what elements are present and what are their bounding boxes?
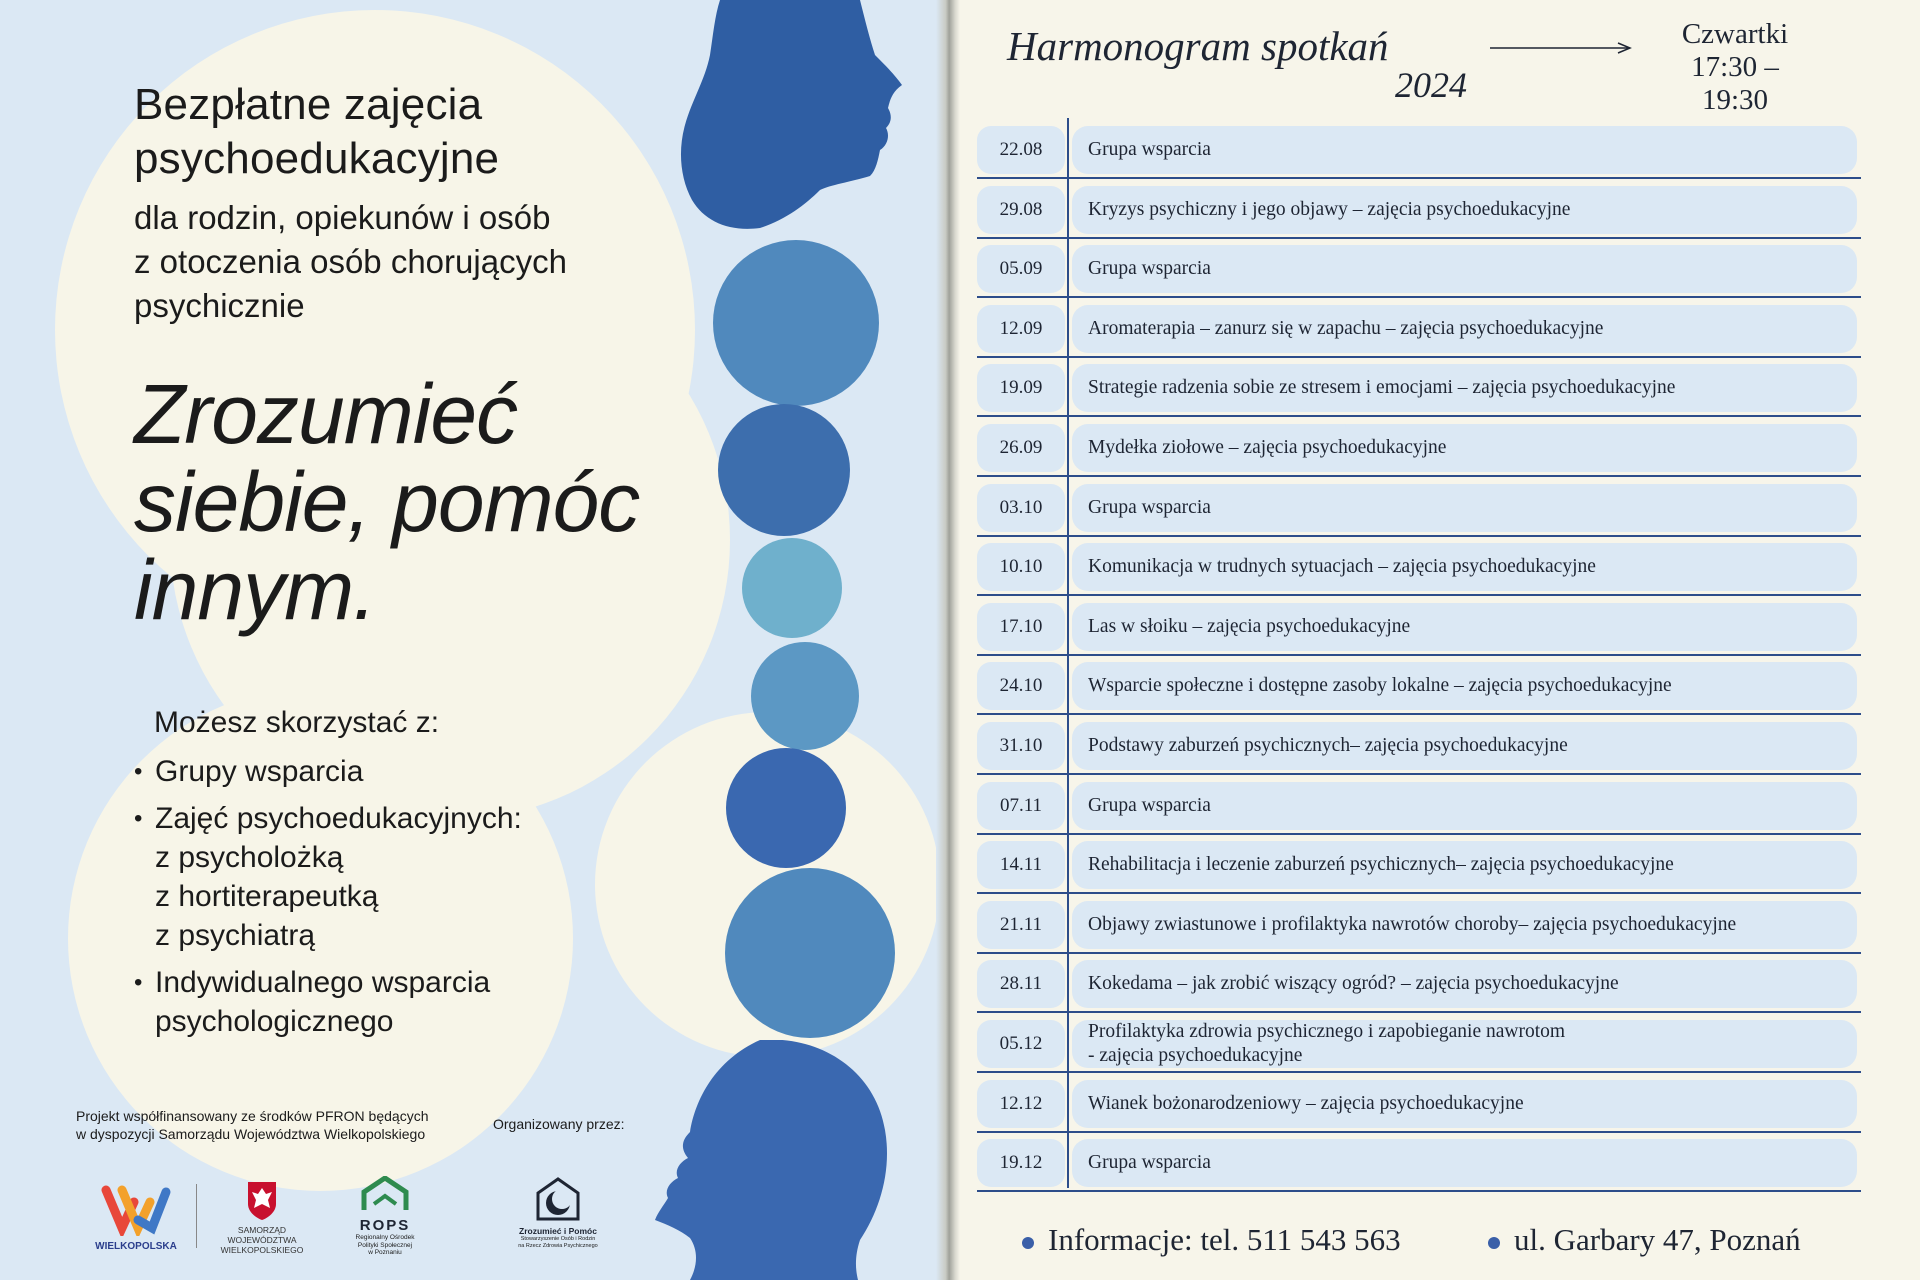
schedule-topic: Grupa wsparcia bbox=[1072, 245, 1857, 293]
logo-samorzad bbox=[212, 1180, 312, 1255]
headline-line-2: psychoedukacyjne bbox=[134, 134, 500, 183]
schedule-date: 29.08 bbox=[977, 186, 1065, 234]
schedule-date: 17.10 bbox=[977, 603, 1065, 651]
row-separator bbox=[977, 1190, 1861, 1192]
schedule-row bbox=[977, 778, 1861, 835]
schedule-row bbox=[977, 658, 1861, 715]
logo-rops bbox=[345, 1176, 425, 1257]
row-separator bbox=[977, 713, 1861, 715]
schedule-year: 2024 bbox=[1395, 65, 1467, 105]
schedule-topic: Rehabilitacja i leczenie zaburzeń psychicznych– zajęcia psychoedukacyjne bbox=[1072, 841, 1857, 889]
schedule-topic: Wsparcie społeczne i dostępne zasoby lokalne – zajęcia psychoedukacyjne bbox=[1072, 662, 1857, 710]
slogan-line-2: siebie, pomóc bbox=[134, 455, 640, 549]
zip-sub-1: Stowarzyszenie Osób i Rodzin bbox=[520, 1236, 596, 1242]
schedule-date: 10.10 bbox=[977, 543, 1065, 591]
footer-phone: Informacje: tel. 511 543 563 bbox=[1048, 1222, 1401, 1257]
schedule-topic: Kryzys psychiczny i jego objawy – zajęcia psychoedukacyjne bbox=[1072, 186, 1857, 234]
circle-2 bbox=[718, 404, 850, 536]
schedule-row bbox=[977, 182, 1861, 239]
schedule-row bbox=[977, 956, 1861, 1013]
row-separator bbox=[977, 237, 1861, 239]
audience-line-1: dla rodzin, opiekunów i osób bbox=[134, 199, 551, 236]
audience-line-2: z otoczenia osób chorujących bbox=[134, 243, 567, 280]
schedule-date: 19.09 bbox=[977, 364, 1065, 412]
offer-line: • Grupy wsparcia bbox=[155, 755, 364, 788]
row-separator bbox=[977, 1071, 1861, 1073]
schedule-row bbox=[977, 1016, 1861, 1073]
row-separator bbox=[977, 1131, 1861, 1133]
schedule-topic: Aromaterapia – zanurz się w zapachu – zajęcia psychoedukacyjne bbox=[1072, 305, 1857, 353]
funding-line-2: w dyspozycji Samorządu Województwa Wielkopolskiego bbox=[76, 1126, 426, 1142]
rops-house-icon bbox=[360, 1176, 410, 1212]
zip-house-icon bbox=[534, 1175, 582, 1221]
logo-zrozumiec-i-pomoc bbox=[500, 1175, 616, 1250]
logo-divider bbox=[196, 1184, 197, 1248]
schedule-row bbox=[977, 241, 1861, 298]
schedule-date: 12.12 bbox=[977, 1080, 1065, 1128]
schedule-title: Harmonogram spotkań bbox=[1007, 23, 1389, 69]
row-separator bbox=[977, 356, 1861, 358]
schedule-date: 05.09 bbox=[977, 245, 1065, 293]
schedule-row bbox=[977, 122, 1861, 179]
circle-4 bbox=[751, 642, 859, 750]
schedule-date: 19.12 bbox=[977, 1139, 1065, 1187]
row-separator bbox=[977, 535, 1861, 537]
offer-line: z psycholożką bbox=[155, 841, 344, 874]
row-separator bbox=[977, 833, 1861, 835]
audience-line-3: psychicznie bbox=[134, 287, 305, 324]
row-separator bbox=[977, 475, 1861, 477]
schedule-date: 03.10 bbox=[977, 484, 1065, 532]
schedule-date: 07.11 bbox=[977, 782, 1065, 830]
row-separator bbox=[977, 594, 1861, 596]
footer-address-block bbox=[1488, 1222, 1801, 1258]
schedule-row bbox=[977, 360, 1861, 417]
circle-5 bbox=[726, 748, 846, 868]
wielkopolska-logo-icon bbox=[100, 1180, 172, 1236]
schedule-topic: Grupa wsparcia bbox=[1072, 1139, 1857, 1187]
schedule-date: 05.12 bbox=[977, 1020, 1065, 1068]
meeting-hours: 17:30 – 19:30 bbox=[1691, 51, 1779, 116]
zip-text: Zrozumieć i Pomóc bbox=[519, 1226, 597, 1236]
organized-by-label: Organizowany przez: bbox=[493, 1116, 625, 1132]
circle-3 bbox=[742, 538, 842, 638]
left-panel bbox=[0, 0, 950, 1280]
schedule-topic: Wianek bożonarodzeniowy – zajęcia psychoedukacyjne bbox=[1072, 1080, 1857, 1128]
slogan-line-3: innym. bbox=[134, 543, 376, 637]
rops-sub-3: w Poznaniu bbox=[368, 1249, 402, 1256]
wielkopolska-logo-text: WIELKOPOLSKA bbox=[95, 1241, 177, 1252]
schedule-topic: Grupa wsparcia bbox=[1072, 126, 1857, 174]
schedule-date: 21.11 bbox=[977, 901, 1065, 949]
schedule-date: 28.11 bbox=[977, 960, 1065, 1008]
offer-item-psychoeducation bbox=[134, 799, 522, 955]
offer-heading: Możesz skorzystać z: bbox=[154, 706, 440, 739]
logo-wielkopolska bbox=[90, 1180, 182, 1252]
schedule-date: 12.09 bbox=[977, 305, 1065, 353]
page-fold bbox=[936, 0, 960, 1280]
schedule-topic: Objawy zwiastunowe i profilaktyka nawrotów choroby– zajęcia psychoedukacyjne bbox=[1072, 901, 1857, 949]
schedule-row bbox=[977, 1076, 1861, 1133]
row-separator bbox=[977, 773, 1861, 775]
headline bbox=[134, 78, 499, 186]
schedule-date: 31.10 bbox=[977, 722, 1065, 770]
schedule-date: 14.11 bbox=[977, 841, 1065, 889]
samorzad-text-3: WIELKOPOLSKIEGO bbox=[220, 1245, 304, 1255]
offer-line: • Indywidualnego wsparcia bbox=[155, 966, 491, 999]
circle-6 bbox=[725, 868, 895, 1038]
circle-1 bbox=[713, 240, 879, 406]
schedule-topic: Profilaktyka zdrowia psychicznego i zapobieganie nawrotom - zajęcia psychoedukacyjne bbox=[1072, 1020, 1857, 1068]
funding-line-1: Projekt współfinansowany ze środków PFRON będących bbox=[76, 1108, 429, 1124]
schedule-row bbox=[977, 897, 1861, 954]
row-separator bbox=[977, 296, 1861, 298]
footer bbox=[1022, 1222, 1401, 1258]
row-separator bbox=[977, 952, 1861, 954]
offer-line: z psychiatrą bbox=[155, 919, 316, 952]
samorzad-text-2: WOJEWÓDZTWA bbox=[227, 1235, 297, 1245]
schedule-topic: Grupa wsparcia bbox=[1072, 782, 1857, 830]
schedule-date: 22.08 bbox=[977, 126, 1065, 174]
funding-note bbox=[76, 1107, 429, 1143]
footer-address: ul. Garbary 47, Poznań bbox=[1514, 1222, 1801, 1257]
head-silhouette-top-icon bbox=[680, 0, 920, 235]
schedule-row bbox=[977, 718, 1861, 775]
offer-line: psychologicznego bbox=[155, 1005, 394, 1038]
schedule-topic: Podstawy zaburzeń psychicznych– zajęcia psychoedukacyjne bbox=[1072, 722, 1857, 770]
schedule-row bbox=[977, 837, 1861, 894]
row-separator bbox=[977, 892, 1861, 894]
schedule-topic: Mydełka ziołowe – zajęcia psychoedukacyjne bbox=[1072, 424, 1857, 472]
schedule-row bbox=[977, 480, 1861, 537]
offer-item-support-group bbox=[134, 752, 522, 791]
offer-line: z hortiterapeutką bbox=[155, 880, 379, 913]
table-divider bbox=[1067, 118, 1069, 1188]
schedule-topic: Strategie radzenia sobie ze stresem i emocjami – zajęcia psychoedukacyjne bbox=[1072, 364, 1857, 412]
schedule-topic: Grupa wsparcia bbox=[1072, 484, 1857, 532]
rops-text: ROPS bbox=[359, 1217, 411, 1234]
rops-sub-1: Regionalny Ośrodek bbox=[355, 1234, 415, 1241]
bullet-icon bbox=[1022, 1237, 1034, 1249]
head-silhouette-bottom-icon bbox=[650, 1040, 910, 1280]
offer-item-individual-support bbox=[134, 963, 522, 1041]
bullet-icon bbox=[1488, 1237, 1500, 1249]
schedule-date: 24.10 bbox=[977, 662, 1065, 710]
arrow-right-icon bbox=[1490, 40, 1632, 56]
meeting-time bbox=[1660, 18, 1810, 117]
row-separator bbox=[977, 177, 1861, 179]
schedule-topic: Kokedama – jak zrobić wiszący ogród? – zajęcia psychoedukacyjne bbox=[1072, 960, 1857, 1008]
offer-line: • Zajęć psychoedukacyjnych: bbox=[155, 802, 522, 835]
row-separator bbox=[977, 654, 1861, 656]
schedule-row bbox=[977, 1135, 1861, 1192]
schedule-row bbox=[977, 599, 1861, 656]
schedule-topic: Las w słoiku – zajęcia psychoedukacyjne bbox=[1072, 603, 1857, 651]
schedule-date: 26.09 bbox=[977, 424, 1065, 472]
schedule-row bbox=[977, 539, 1861, 596]
row-separator bbox=[977, 1011, 1861, 1013]
row-separator bbox=[977, 415, 1861, 417]
meeting-day: Czwartki bbox=[1681, 18, 1789, 50]
schedule-topic: Komunikacja w trudnych sytuacjach – zajęcia psychoedukacyjne bbox=[1072, 543, 1857, 591]
samorzad-text-1: SAMORZĄD bbox=[237, 1225, 287, 1235]
schedule-row bbox=[977, 301, 1861, 358]
zip-sub-2: na Rzecz Zdrowia Psychicznego bbox=[518, 1243, 598, 1249]
headline-line-1: Bezpłatne zajęcia bbox=[134, 80, 483, 129]
offer-list bbox=[134, 752, 522, 1049]
audience-text bbox=[134, 196, 567, 328]
eagle-crest-icon bbox=[246, 1180, 278, 1220]
rops-sub-2: Polityki Społecznej bbox=[357, 1241, 413, 1249]
slogan bbox=[134, 367, 640, 637]
slogan-line-1: Zrozumieć bbox=[134, 367, 518, 461]
schedule-row bbox=[977, 420, 1861, 477]
